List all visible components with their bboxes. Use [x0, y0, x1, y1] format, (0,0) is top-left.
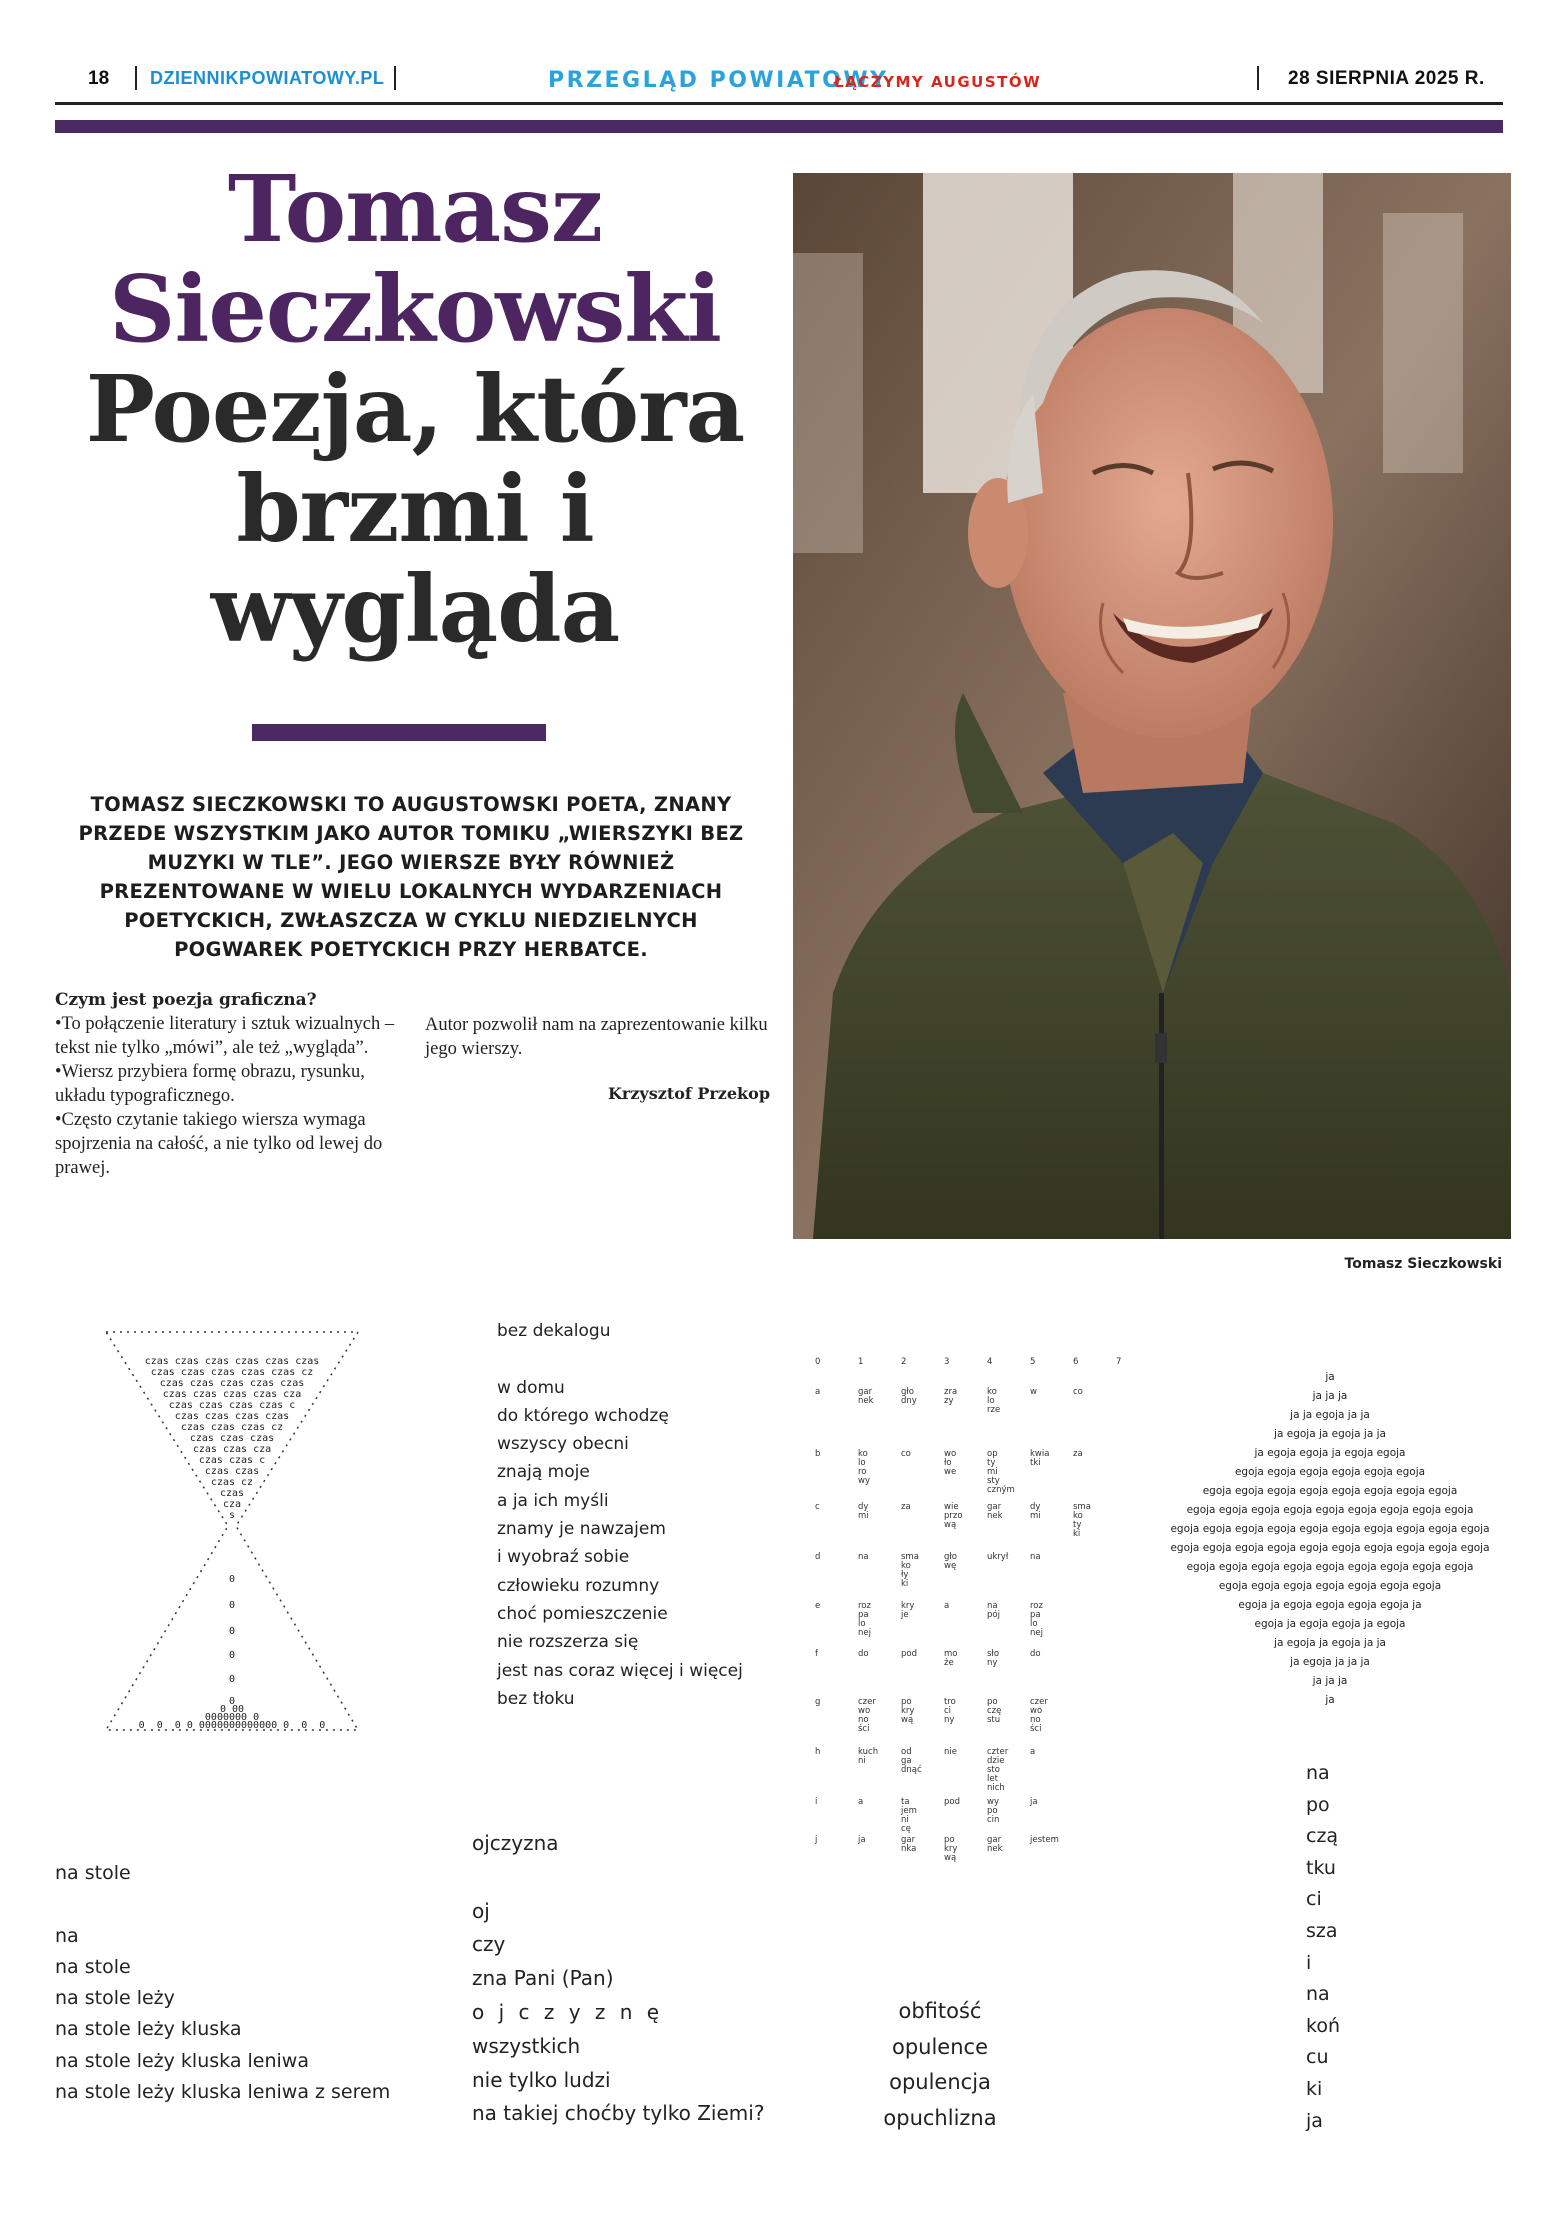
- grid-cell: kuch ni: [858, 1747, 879, 1766]
- egoja-line: egoja egoja egoja egoja egoja egoja egoja: [1218, 1580, 1442, 1592]
- grid-cell: roz pa lo nej: [858, 1601, 871, 1638]
- site-link[interactable]: DZIENNIKPOWIATOWY.PL: [150, 68, 385, 88]
- poem-obfitosc: [860, 1994, 1020, 2136]
- sand-grain: 0: [228, 1650, 236, 1661]
- grid-column-header: 2: [901, 1357, 907, 1367]
- grid-cell: kry je: [901, 1601, 915, 1620]
- egoja-line: egoja egoja egoja egoja egoja egoja egoja egoja egoja egoja: [1170, 1542, 1490, 1554]
- grid-cell: gło wę: [944, 1552, 958, 1571]
- grid-cell: ko lo ro wy: [858, 1449, 870, 1486]
- poem-line: ci: [1306, 1888, 1322, 1911]
- grid-row-label: f: [815, 1649, 818, 1659]
- issue-date: 28 SIERPNIA 2025 R.: [1288, 68, 1485, 89]
- grid-row-label: h: [815, 1747, 821, 1757]
- poem-line: na stole leży kluska leniwa: [55, 2049, 309, 2072]
- egoja-line: egoja egoja egoja egoja egoja egoja egoja egoja egoja: [1186, 1561, 1474, 1573]
- grid-row-label: i: [815, 1797, 818, 1807]
- poem-line: o j c z y z n ę: [472, 1999, 664, 2024]
- grid-cell: gar nek: [858, 1387, 874, 1406]
- grid-cell: tro ci ny: [944, 1697, 956, 1725]
- grid-poem: [815, 1358, 1135, 1878]
- grid-column-header: 4: [987, 1357, 993, 1367]
- grid-cell: czer wo no ści: [858, 1697, 876, 1734]
- hourglass-line: czas czas czas: [189, 1433, 275, 1444]
- hourglass-line: cza: [222, 1499, 242, 1510]
- grid-cell: mo że: [944, 1649, 958, 1668]
- sand-pile: 0000000 0: [204, 1712, 260, 1723]
- poem-line: opulencja: [889, 2070, 991, 2094]
- grid-row-label: g: [815, 1697, 821, 1707]
- section-bar: [55, 120, 1503, 133]
- egoja-line: ja egoja ja egoja ja ja: [1274, 1637, 1386, 1649]
- byline: Krzysztof Przekop: [608, 1084, 770, 1103]
- grid-cell: dy mi: [858, 1502, 869, 1521]
- article-note: Autor pozwolił nam na zaprezentowanie kilku jego wierszy.: [425, 1015, 768, 1059]
- sidebar-point: •Wiersz przybiera formę obrazu, rysunku, układu typograficznego.: [55, 1062, 365, 1106]
- poem-line: wszystkich: [472, 2033, 581, 2058]
- poem-line: człowieku rozumny: [497, 1575, 660, 1596]
- header-divider: [394, 66, 396, 90]
- poem-line: nie rozszerza się: [497, 1632, 639, 1653]
- header-divider: [1257, 66, 1259, 90]
- grid-cell: kwia tki: [1030, 1449, 1050, 1468]
- poem-title: bez dekalogu: [497, 1321, 611, 1341]
- egoja-line: ja egoja ja egoja ja ja: [1274, 1428, 1386, 1440]
- egoja-line: ja: [1325, 1371, 1335, 1383]
- publication-brand: PRZEGLĄD POWIATOWY: [548, 68, 889, 93]
- poem-ojczyzna: [472, 1827, 764, 2131]
- grid-cell: po kry wą: [901, 1697, 915, 1725]
- grid-cell: roz pa lo nej: [1030, 1601, 1043, 1638]
- egoja-line: ja egoja egoja ja egoja egoja: [1254, 1447, 1406, 1459]
- grid-row-label: e: [815, 1601, 821, 1611]
- grid-cell: nie: [944, 1747, 957, 1757]
- sidebar-point: •Często czytanie takiego wiersza wymaga spojrzenia na całość, a nie tylko od lewej do prawej.: [55, 1110, 383, 1178]
- grid-cell: a: [1030, 1747, 1036, 1757]
- poem-line: ki: [1306, 2077, 1323, 2100]
- title-line: Poezja, która: [85, 355, 745, 463]
- portrait-photo: [793, 173, 1511, 1239]
- poem-line: nie tylko ludzi: [472, 2067, 611, 2092]
- poem-line: do którego wchodzę: [497, 1405, 669, 1426]
- hourglass-line: czas czas czas czas czas czas: [144, 1356, 320, 1367]
- header-rule: [55, 102, 1503, 105]
- grid-cell: na pój: [987, 1601, 1000, 1620]
- grid-cell: dy mi: [1030, 1502, 1041, 1521]
- grid-cell: ta jem ni cę: [901, 1797, 917, 1834]
- grid-cell: pod: [901, 1649, 917, 1659]
- hourglass-line: czas czas czas czas czas cz: [150, 1367, 314, 1378]
- poem-line: w domu: [497, 1377, 565, 1398]
- grid-cell: gar nek: [987, 1835, 1003, 1854]
- grid-cell: za: [1073, 1449, 1083, 1459]
- poem-line: i: [1306, 1951, 1312, 1974]
- title-line: wygląda: [210, 555, 620, 663]
- egoja-poem: [1170, 1371, 1490, 1711]
- poem-line: na stole leży: [55, 1987, 175, 2010]
- grid-cell: co: [1073, 1387, 1083, 1397]
- egoja-line: egoja ja egoja egoja ja egoja: [1254, 1618, 1406, 1630]
- poem-line: po: [1306, 1793, 1330, 1816]
- poem-line: koń: [1306, 2014, 1340, 2037]
- grid-cell: a: [858, 1797, 864, 1807]
- hourglass-line: s: [228, 1510, 236, 1521]
- poem-line: wszyscy obecni: [497, 1434, 629, 1455]
- grid-cell: po czę stu: [987, 1697, 1002, 1725]
- grid-cell: po kry wą: [944, 1835, 958, 1863]
- grid-cell: na: [1030, 1552, 1041, 1562]
- title-line: Tomasz: [227, 155, 603, 263]
- grid-cell: sma ko ty ki: [1073, 1502, 1091, 1539]
- poem-line: na: [1306, 1983, 1330, 2006]
- egoja-line: egoja egoja egoja egoja egoja egoja egoja egoja egoja egoja: [1170, 1523, 1490, 1535]
- sand-grain: 0: [228, 1574, 236, 1585]
- egoja-line: egoja egoja egoja egoja egoja egoja: [1234, 1466, 1426, 1478]
- grid-cell: wie przo wą: [944, 1502, 963, 1530]
- grid-row-label: d: [815, 1552, 821, 1562]
- hourglass-line: czas czas czas czas cza: [162, 1389, 302, 1400]
- photo-caption: Tomasz Sieczkowski: [1344, 1256, 1502, 1272]
- grid-cell: wo ło we: [944, 1449, 957, 1477]
- grid-column-header: 0: [815, 1357, 821, 1367]
- hourglass-line: czas czas c: [198, 1455, 266, 1466]
- grid-cell: jestem: [1030, 1835, 1059, 1845]
- sand-grain: 0: [228, 1696, 236, 1707]
- egoja-line: ja ja ja: [1312, 1390, 1348, 1402]
- sidebar-point: •To połączenie literatury i sztuk wizualnych – tekst nie tylko „mówi”, ale też „wygląda”.: [55, 1014, 395, 1058]
- grid-cell: co: [901, 1449, 911, 1459]
- egoja-line: ja egoja ja ja ja: [1290, 1656, 1370, 1668]
- poem-line: tku: [1306, 1856, 1336, 1879]
- hourglass-line: czas czas czas cz: [180, 1422, 284, 1433]
- poem-na-poczatku: [1306, 1758, 1340, 2137]
- grid-cell: wy po cin: [987, 1797, 1000, 1825]
- egoja-line: egoja ja egoja egoja egoja egoja ja: [1238, 1599, 1422, 1611]
- poem-line: opulence: [891, 2034, 989, 2059]
- poem-line: oj: [472, 1898, 490, 1923]
- poem-line: cu: [1306, 2046, 1329, 2069]
- grid-cell: ko lo rze: [987, 1387, 1001, 1415]
- grid-cell: ukrył: [987, 1552, 1009, 1562]
- poem-title: ojczyzna: [472, 1831, 559, 1855]
- hourglass-line: czas: [219, 1488, 245, 1499]
- page-number: 18: [88, 68, 110, 89]
- grid-cell: sło ny: [987, 1649, 1000, 1668]
- poem-line: znają moje: [497, 1462, 590, 1483]
- grid-cell: do: [1030, 1649, 1041, 1659]
- grid-row-label: j: [815, 1835, 818, 1845]
- sand-grain: 0: [228, 1600, 236, 1611]
- poem-line: jest nas coraz więcej i więcej: [497, 1660, 743, 1681]
- grid-cell: na: [858, 1552, 869, 1562]
- hourglass-poem: [104, 1330, 360, 1732]
- grid-cell: od ga dnąć: [901, 1747, 922, 1775]
- poem-line: choć pomieszczenie: [497, 1603, 668, 1624]
- hourglass-line: czas czas czas czas c: [168, 1400, 296, 1411]
- grid-cell: ja: [1030, 1797, 1038, 1807]
- poem-line: opuchlizna: [883, 2105, 997, 2130]
- grid-column-header: 7: [1116, 1357, 1122, 1367]
- poem-line: a ja ich myśli: [497, 1490, 609, 1511]
- poem-line: znamy je nawzajem: [497, 1519, 666, 1540]
- grid-cell: do: [858, 1649, 869, 1659]
- hourglass-line: czas czas czas czas: [174, 1411, 290, 1422]
- poem-line: czą: [1306, 1825, 1339, 1848]
- grid-cell: gar nek: [987, 1502, 1003, 1521]
- poem-line: na takiej choćby tylko Ziemi?: [472, 2101, 765, 2126]
- egoja-line: ja ja egoja ja ja: [1290, 1409, 1370, 1421]
- egoja-line: ja ja ja: [1312, 1675, 1348, 1687]
- article-lead: TOMASZ SIECZKOWSKI TO AUGUSTOWSKI POETA, ZNANY PRZEDE WSZYSTKIM JAKO AUTOR TOMIKU „WIERSZYKI BEZ MUZYKI W TLE”. JEGO WIERSZE BYŁY RÓWNIEŻ PREZENTOWANE W WIELU LOKALNYCH WYDARZENIACH POETYCKICH, ZWŁASZCZA W CYKLU NIEDZIELNYCH POGWAREK POETYCKICH PRZY HERBATCE.: [78, 793, 744, 961]
- sand-pile: 0 0 0 0 0000000000000 0 0 0: [138, 1720, 326, 1731]
- grid-cell: gar nka: [901, 1835, 917, 1854]
- egoja-line: egoja egoja egoja egoja egoja egoja egoja egoja egoja: [1186, 1504, 1474, 1516]
- sand-grain: 0: [228, 1626, 236, 1637]
- grid-cell: w: [1030, 1387, 1037, 1397]
- hourglass-line: czas czas cza: [192, 1444, 272, 1455]
- poem-line: i wyobraź sobie: [497, 1547, 630, 1568]
- poem-na-stole: [55, 1858, 390, 2108]
- grid-cell: czer wo no ści: [1030, 1697, 1048, 1734]
- grid-row-label: b: [815, 1449, 821, 1459]
- hourglass-line: czas cz: [210, 1477, 254, 1488]
- hourglass-line: czas czas czas czas czas: [159, 1378, 305, 1389]
- poem-bez-dekalogu: [497, 1317, 743, 1713]
- header-divider: [135, 66, 137, 90]
- sidebar-heading: Czym jest poezja graficzna?: [55, 990, 317, 1010]
- poem-line: na stole leży kluska leniwa z serem: [55, 2081, 391, 2104]
- grid-cell: zra zy: [944, 1387, 958, 1406]
- hourglass-line: czas czas: [204, 1466, 260, 1477]
- hourglass-top: [104, 1356, 360, 1521]
- sand-pile: 0 00: [219, 1704, 245, 1715]
- publication-tagline: ŁĄCZYMY AUGUSTÓW: [834, 73, 1042, 91]
- poem-line: zna Pani (Pan): [472, 1966, 614, 1991]
- poem-line: bez tłoku: [497, 1688, 575, 1709]
- title-underline: [252, 724, 546, 741]
- title-line: Sieczkowski: [109, 255, 721, 363]
- grid-cell: op ty mi sty czným: [987, 1449, 1015, 1495]
- egoja-line: ja: [1325, 1694, 1335, 1706]
- poem-line: sza: [1306, 1919, 1338, 1942]
- sidebar-box: [55, 988, 405, 1180]
- grid-cell: sma ko ły ki: [901, 1552, 919, 1589]
- title-line: brzmi i: [236, 455, 594, 563]
- grid-row-label: a: [815, 1387, 821, 1397]
- poem-line: na stole leży kluska: [55, 2018, 242, 2041]
- egoja-line: egoja egoja egoja egoja egoja egoja egoja egoja: [1202, 1485, 1458, 1497]
- poem-line: ja: [1306, 2109, 1323, 2132]
- poem-title: na stole: [55, 1862, 131, 1884]
- poem-line: na: [55, 1924, 79, 1947]
- grid-cell: pod: [944, 1797, 960, 1807]
- grid-cell: za: [901, 1502, 911, 1512]
- grid-column-header: 3: [944, 1357, 950, 1367]
- poem-line: na stole: [55, 1955, 131, 1978]
- sand-grain: 0: [228, 1674, 236, 1685]
- grid-cell: a: [944, 1601, 950, 1611]
- poem-line: czy: [472, 1932, 506, 1957]
- grid-column-header: 5: [1030, 1357, 1036, 1367]
- grid-row-label: c: [815, 1502, 820, 1512]
- grid-cell: gło dny: [901, 1387, 917, 1406]
- grid-cell: czter dzie sto let nich: [987, 1747, 1009, 1793]
- grid-column-header: 1: [858, 1357, 864, 1367]
- poem-line: obfitość: [898, 1999, 982, 2023]
- grid-cell: ja: [858, 1835, 866, 1845]
- grid-column-header: 6: [1073, 1357, 1079, 1367]
- poem-line: na: [1306, 1762, 1330, 1784]
